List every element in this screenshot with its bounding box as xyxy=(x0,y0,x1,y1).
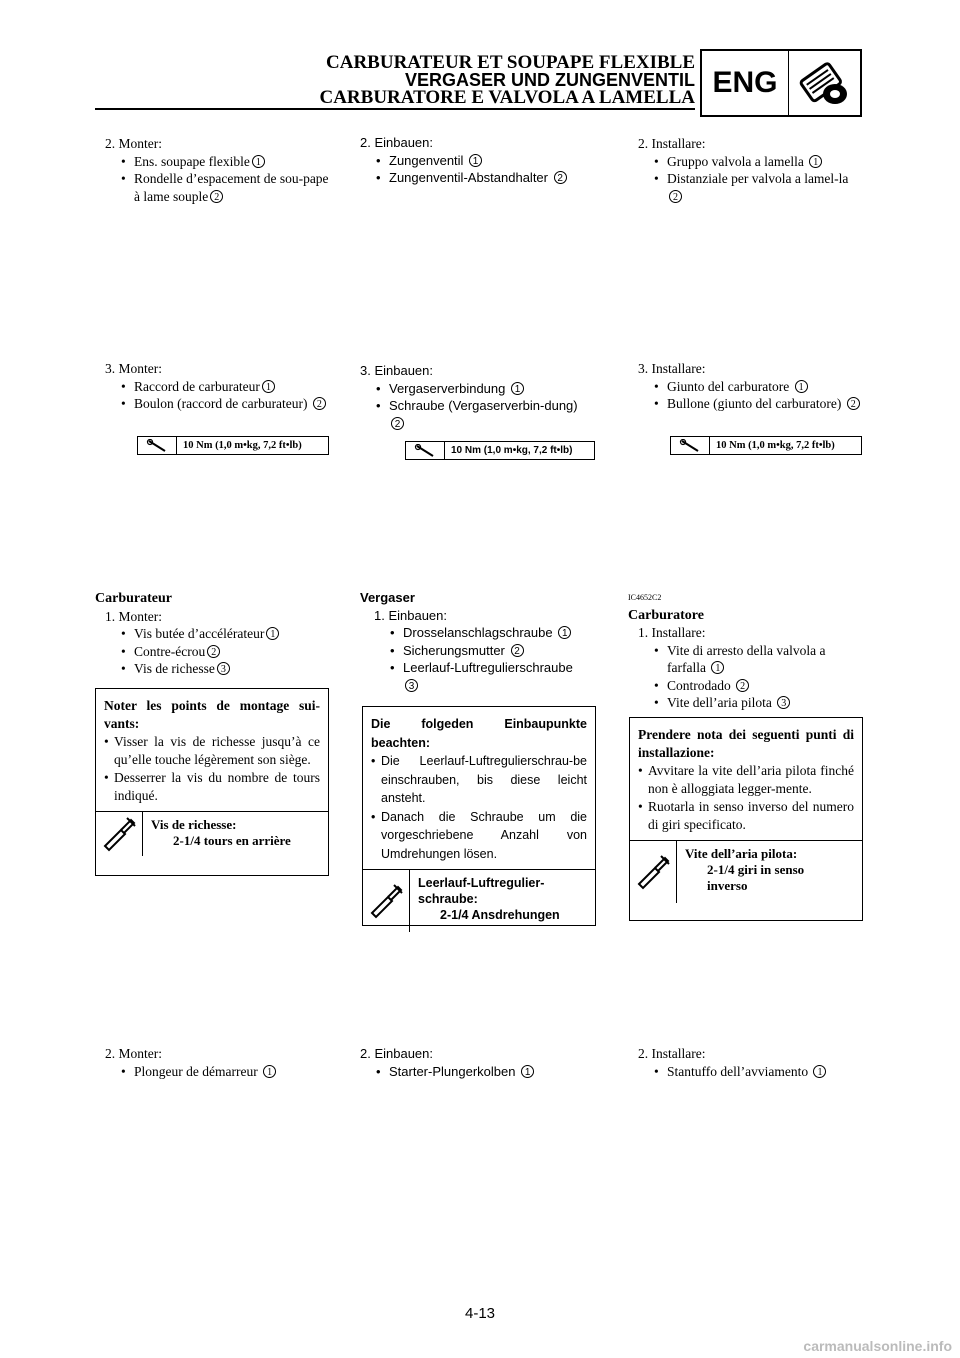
fr-carburetor xyxy=(95,590,330,678)
note-bullet: • Desserrer la vis du nombre de tours indiqué. xyxy=(104,769,320,805)
step-label: 3. Installare: xyxy=(638,361,706,376)
callout-2: 2 xyxy=(736,679,749,692)
callout-1: 1 xyxy=(558,626,571,639)
step-label: 2. Monter: xyxy=(105,136,162,151)
it-step2 xyxy=(628,135,863,205)
callout-2: 2 xyxy=(669,190,682,203)
item-text: Boulon (raccord de carburateur) xyxy=(134,396,308,411)
item-text: Ens. soupape flexible xyxy=(134,153,250,169)
fr-step-starter xyxy=(95,1045,330,1080)
de-step3 xyxy=(360,362,595,432)
item-text: Sicherungsmutter xyxy=(403,642,505,658)
callout-3: 3 xyxy=(777,696,790,709)
engine-piston-icon xyxy=(789,51,860,115)
item-text: Distanziale per valvola a lamel-la xyxy=(667,171,849,186)
item-text: Vis butée d’accélérateur xyxy=(134,626,265,641)
section-title: Carburatore xyxy=(628,607,704,623)
fr-step3 xyxy=(95,360,330,413)
spec-label: Vite dell’aria pilota: xyxy=(685,846,798,861)
callout-1: 1 xyxy=(795,380,808,393)
callout-1: 1 xyxy=(262,380,275,393)
callout-2: 2 xyxy=(847,397,860,410)
item-text: Zungenventil xyxy=(389,152,464,168)
callout-1: 1 xyxy=(813,1065,826,1078)
torque-wrench-icon xyxy=(138,437,176,454)
callout-3: 3 xyxy=(405,679,418,692)
step-label: 1. Einbauen: xyxy=(374,607,448,623)
step-label: 2. Einbauen: xyxy=(360,135,434,150)
section-code: IC4652C2 xyxy=(628,593,662,602)
item-text: Vite di arresto della valvola a farfalla xyxy=(667,642,826,675)
item-text: Zungenventil-Abstandhalter xyxy=(389,170,548,185)
spec-label: Leerlauf-Luftregulier- xyxy=(418,876,545,890)
note-box-de xyxy=(362,706,596,926)
callout-2: 2 xyxy=(554,171,567,184)
torque-spec-it xyxy=(670,436,862,455)
note-heading: Prendere nota dei seguenti punti di installazione: xyxy=(638,727,854,760)
spec-label-cont: schraube: xyxy=(418,892,478,906)
item-text: Schraube (Vergaserverbin-dung) xyxy=(389,398,578,413)
header-title-it: CARBURATORE E VALVOLA A LAMELLA xyxy=(319,87,695,108)
adjust-tool-icon xyxy=(96,812,143,856)
torque-wrench-icon xyxy=(671,437,709,454)
note-bullet: • Ruotarla in senso inverso del numero di giri specificato. xyxy=(638,798,854,834)
section-title: Carburateur xyxy=(95,591,172,606)
header-title-fr: CARBURATEUR ET SOUPAPE FLEXIBLE xyxy=(326,52,695,73)
it-step-starter xyxy=(628,1045,863,1080)
callout-2: 2 xyxy=(207,645,220,658)
callout-1: 1 xyxy=(521,1065,534,1078)
torque-value: 10 Nm (1,0 m•kg, 7,2 ft•lb) xyxy=(444,442,594,459)
de-step-starter xyxy=(360,1045,595,1080)
spec-value-cont: inverso xyxy=(707,878,748,893)
section-title: Vergaser xyxy=(360,590,415,605)
de-carburetor xyxy=(360,589,595,694)
adjust-tool-icon xyxy=(630,841,677,903)
item-text: Controdado xyxy=(667,677,731,693)
step-label: 2. Monter: xyxy=(105,1046,162,1061)
step-label: 3. Monter: xyxy=(105,361,162,376)
item-text: Raccord de carburateur xyxy=(134,378,260,394)
item-text: Giunto del carburatore xyxy=(667,378,790,394)
note-bullet: • Die Leerlauf-Luftregulierschrau-be einschrauben, bis diese leicht ansteht. xyxy=(371,752,587,808)
torque-value: 10 Nm (1,0 m•kg, 7,2 ft•lb) xyxy=(176,437,328,454)
item-text: Rondelle d’espacement de sou-pape à lame souple xyxy=(134,171,329,204)
callout-1: 1 xyxy=(511,382,524,395)
item-text: Bullone (giunto del carburatore) xyxy=(667,396,842,411)
item-text: Vis de richesse xyxy=(134,661,215,676)
item-text: Gruppo valvola a lamella xyxy=(667,153,804,169)
step-label: 1. Installare: xyxy=(638,625,706,640)
eng-label: ENG xyxy=(702,51,789,115)
callout-2: 2 xyxy=(210,190,223,203)
note-heading: Noter les points de montage sui-vants: xyxy=(104,698,320,731)
torque-spec-de xyxy=(405,441,595,460)
item-text: Stantuffo dell’avviamento xyxy=(667,1063,809,1079)
spec-value: 2-1/4 giri in senso xyxy=(707,862,805,877)
note-bullet: • Visser la vis de richesse jusqu’à ce qu’elle touche légèrement son siège. xyxy=(104,733,320,769)
spec-value: 2-1/4 Ansdrehungen xyxy=(440,908,560,922)
step-label: 2. Installare: xyxy=(638,136,706,151)
step-label: 1. Monter: xyxy=(105,608,162,624)
page-number: 4-13 xyxy=(464,1305,496,1322)
torque-value: 10 Nm (1,0 m•kg, 7,2 ft•lb) xyxy=(709,437,861,454)
spec-label: Vis de richesse: xyxy=(151,817,237,832)
item-text: Drosselanschlagschraube xyxy=(403,625,553,640)
spec-value: 2-1/4 tours en arrière xyxy=(173,833,291,848)
step-label: 3. Einbauen: xyxy=(360,363,434,378)
fr-step2 xyxy=(95,135,330,205)
engine-section-badge xyxy=(700,49,862,117)
note-bullet: • Danach die Schraube um die vorgeschriebene Anzahl von Umdrehungen lösen. xyxy=(371,808,587,864)
callout-1: 1 xyxy=(711,661,724,674)
header-title-de: VERGASER UND ZUNGENVENTIL xyxy=(404,70,695,90)
note-box-fr xyxy=(95,688,329,876)
torque-wrench-icon xyxy=(406,442,444,459)
callout-1: 1 xyxy=(469,154,482,167)
step-label: 2. Einbauen: xyxy=(360,1046,434,1061)
callout-2: 2 xyxy=(391,417,404,430)
callout-2: 2 xyxy=(313,397,326,410)
item-text: Vite dell’aria pilota xyxy=(667,695,772,710)
callout-1: 1 xyxy=(263,1065,276,1078)
note-heading: Die folgeden Einbaupunkte beachten: xyxy=(371,717,587,750)
adjust-tool-icon xyxy=(363,870,410,932)
note-box-it xyxy=(629,717,863,921)
callout-3: 3 xyxy=(217,662,230,675)
callout-2: 2 xyxy=(511,644,524,657)
header-rule xyxy=(95,108,695,110)
it-step3 xyxy=(628,360,863,413)
de-step2 xyxy=(360,134,595,187)
item-text: Leerlauf-Luftregulierschraube xyxy=(403,660,573,675)
it-carburetor xyxy=(628,589,863,712)
footer-watermark[interactable]: carmanualsonline.info xyxy=(803,1338,952,1354)
torque-spec-fr xyxy=(137,436,329,455)
item-text: Starter-Plungerkolben xyxy=(389,1063,516,1079)
note-bullet: • Avvitare la vite dell’aria pilota finché non è alloggiata legger-mente. xyxy=(638,762,854,798)
callout-1: 1 xyxy=(252,155,265,168)
callout-1: 1 xyxy=(266,627,279,640)
callout-1: 1 xyxy=(809,155,822,168)
step-label: 2. Installare: xyxy=(638,1046,706,1061)
item-text: Plongeur de démarreur xyxy=(134,1063,258,1079)
item-text: Contre-écrou xyxy=(134,643,206,659)
item-text: Vergaserverbindung xyxy=(389,380,506,396)
